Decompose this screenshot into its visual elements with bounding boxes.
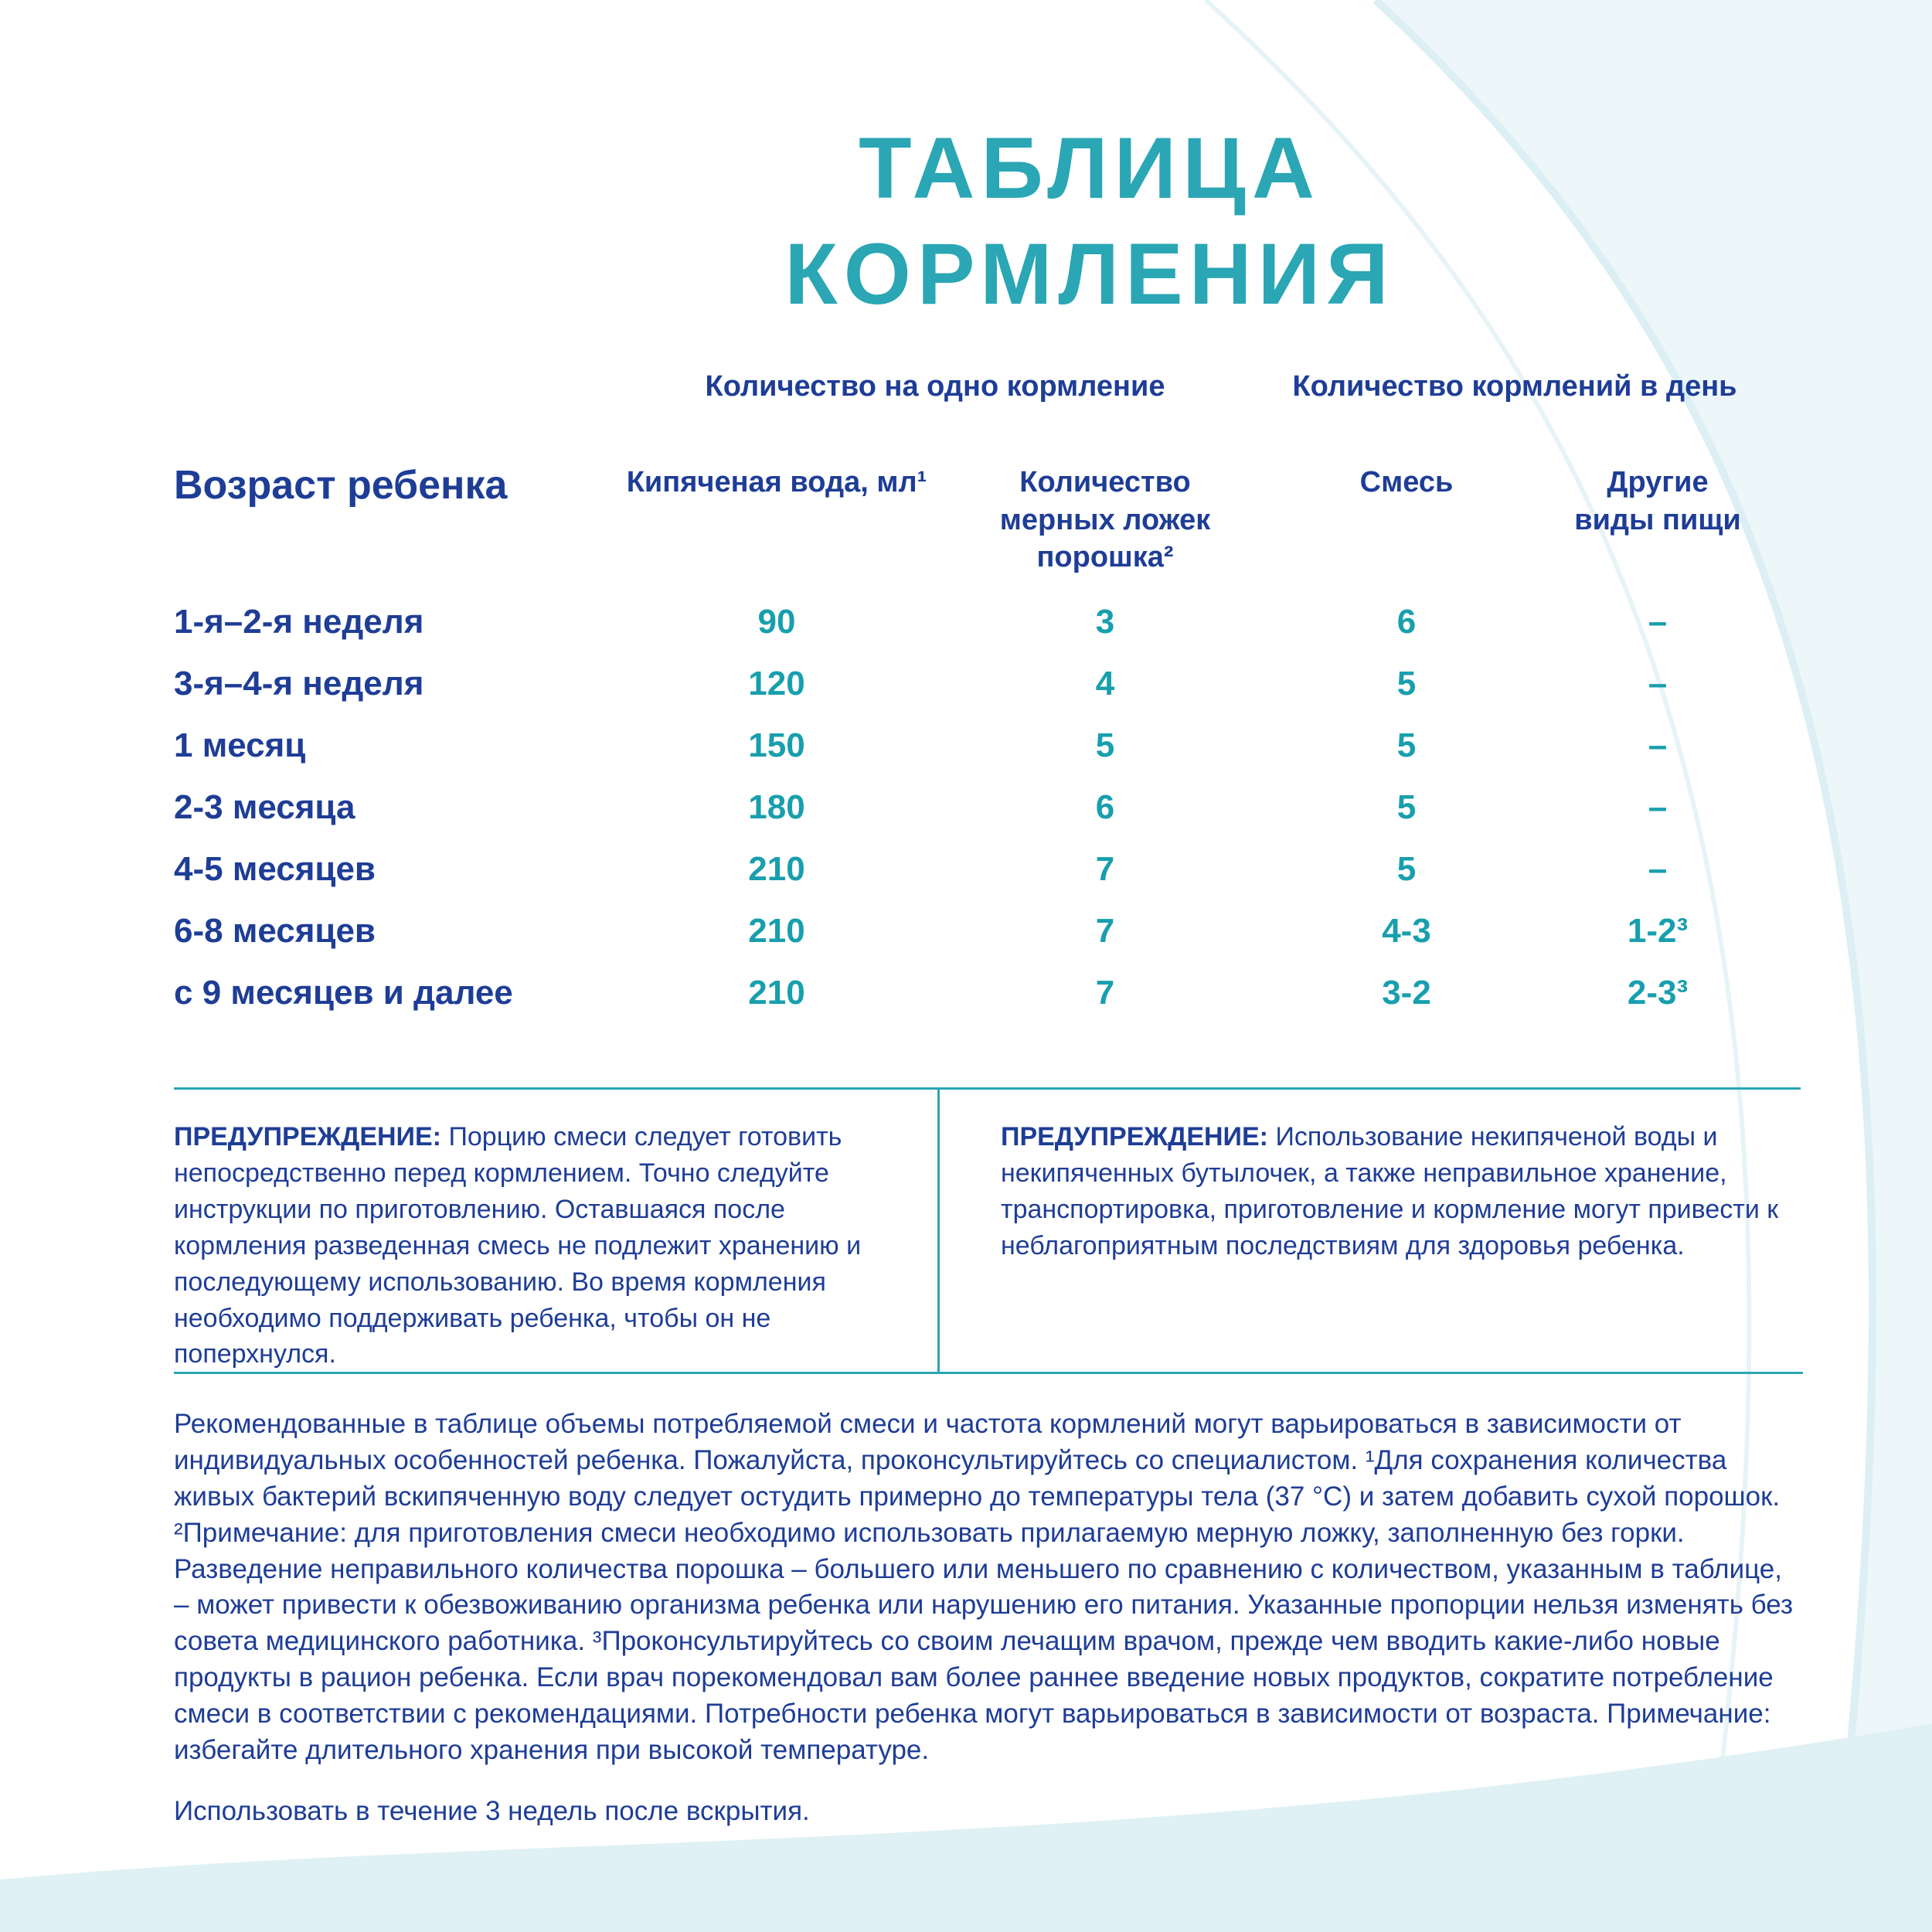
warnings-section (174, 1087, 1801, 1372)
column-header-water: Кипяченая вода, мл¹ (626, 466, 927, 498)
cell-mix: 4-3 (1382, 912, 1431, 950)
cell-mix: 3-2 (1382, 974, 1431, 1012)
cell-spoons: 7 (1095, 850, 1115, 888)
table-row (174, 591, 1766, 653)
cell-age: с 9 месяцев и далее (174, 974, 513, 1012)
cell-other: – (1648, 726, 1668, 764)
cell-mix: 5 (1396, 726, 1417, 764)
cell-mix: 5 (1396, 788, 1417, 826)
column-header-spoons: Количество мерных ложек порошка² (999, 466, 1211, 574)
cell-mix: 5 (1396, 850, 1417, 888)
usage-after-opening-note: Использовать в течение 3 недель после вскрытия. (174, 1795, 810, 1826)
cell-age: 1 месяц (174, 726, 306, 764)
cell-other: – (1648, 850, 1668, 888)
cell-other: – (1648, 665, 1668, 702)
cell-water: 210 (748, 912, 805, 950)
page-title (0, 116, 1932, 327)
page-title-line2: КОРМЛЕНИЯ (784, 225, 1395, 322)
column-header-age: Возраст ребенка (174, 463, 508, 508)
cell-spoons: 7 (1095, 912, 1115, 950)
warning-right-text: Использование некипяченой воды и некипяченных бутылочек, а также неправильное хранение, транспортировка, приготовление и кормление могут привести к неблагоприятным последствиям для здоровья ребенка. (1001, 1122, 1779, 1260)
footnote-paragraph: Рекомендованные в таблице объемы потребляемой смеси и частота кормлений могут варьироваться в зависимости от индивидуальных особенностей ребенка. Пожалуйста, проконсультируйтесь со специалистом. ¹Для сохранения количества живых бактерий вскипяченную воду следует остудить примерно до температуры тела (37 °С) и затем добавить сухой порошок. ²Примечание: для приготовления смеси необходимо использовать прилагаемую мерную ложку, заполненную без горки. Разведение неправильного количества порошка – большего или меньшего по сравнению с количеством, указанным в таблице, – может привести к обезвоживанию организма ребенка или нарушению его питания. Указанные пропорции нельзя изменять без совета медицинского работника. ³Проконсультируйтесь со своим лечащим врачом, прежде чем вводить какие-либо новые продукты в рацион ребенка. Если врач порекомендовал вам более раннее введение новых продуктов, сократите потребление смеси в соответствии с рекомендациями. Потребности ребенка могут варьироваться в зависимости от возраста. Примечание: избегайте длительного хранения при высокой температуре. (174, 1409, 1794, 1766)
warnings-vertical-divider (937, 1090, 940, 1372)
page-title-line1: ТАБЛИЦА (859, 120, 1321, 216)
cell-other: 1-2³ (1627, 912, 1689, 950)
cell-spoons: 7 (1095, 974, 1115, 1012)
cell-water: 210 (748, 850, 805, 888)
warning-left-text: Порцию смеси следует готовить непосредственно перед кормлением. Точно следуйте инструкции по приготовлению. Оставшаяся после кормления разведенная смесь не подлежит хранению и последующему использованию. Во время кормления необходимо поддерживать ребенка, чтобы он не поперхнулся. (174, 1122, 862, 1369)
table-column-header-row (174, 440, 1766, 591)
table-row (174, 653, 1766, 715)
cell-spoons: 5 (1095, 726, 1115, 764)
cell-spoons: 6 (1095, 788, 1115, 826)
group-header-per-feeding: Количество на одно кормление (705, 369, 1165, 403)
cell-water: 180 (748, 788, 805, 826)
cell-water: 210 (748, 974, 805, 1012)
warning-right-label: ПРЕДУПРЕЖДЕНИЕ: (1001, 1122, 1268, 1151)
warning-right (1001, 1119, 1797, 1264)
table-row (174, 715, 1766, 777)
cell-water: 90 (757, 603, 796, 641)
footnotes-section (174, 1372, 1803, 1830)
cell-age: 6-8 месяцев (174, 912, 376, 950)
cell-mix: 6 (1396, 603, 1417, 641)
table-row (174, 838, 1766, 900)
table-row (174, 900, 1766, 962)
column-header-mix: Смесь (1359, 466, 1454, 498)
warning-left-label: ПРЕДУПРЕЖДЕНИЕ: (174, 1122, 441, 1151)
cell-other: 2-3³ (1627, 974, 1689, 1012)
table-row (174, 777, 1766, 838)
feeding-table (174, 352, 1766, 1024)
cell-spoons: 3 (1095, 603, 1115, 641)
cell-age: 3-я–4-я неделя (174, 665, 424, 702)
cell-other: – (1648, 788, 1668, 826)
cell-spoons: 4 (1095, 665, 1115, 702)
group-header-per-day: Количество кормлений в день (1292, 369, 1737, 403)
table-row (174, 962, 1766, 1024)
cell-age: 1-я–2-я неделя (174, 603, 424, 641)
cell-age: 2-3 месяца (174, 788, 355, 826)
cell-age: 4-5 месяцев (174, 850, 376, 888)
warning-left (174, 1119, 893, 1372)
cell-other: – (1648, 603, 1668, 641)
cell-water: 150 (748, 726, 805, 764)
cell-water: 120 (748, 665, 805, 702)
table-group-header-row (174, 352, 1766, 421)
column-header-other: Другие виды пищи (1574, 466, 1741, 536)
cell-mix: 5 (1396, 665, 1417, 702)
